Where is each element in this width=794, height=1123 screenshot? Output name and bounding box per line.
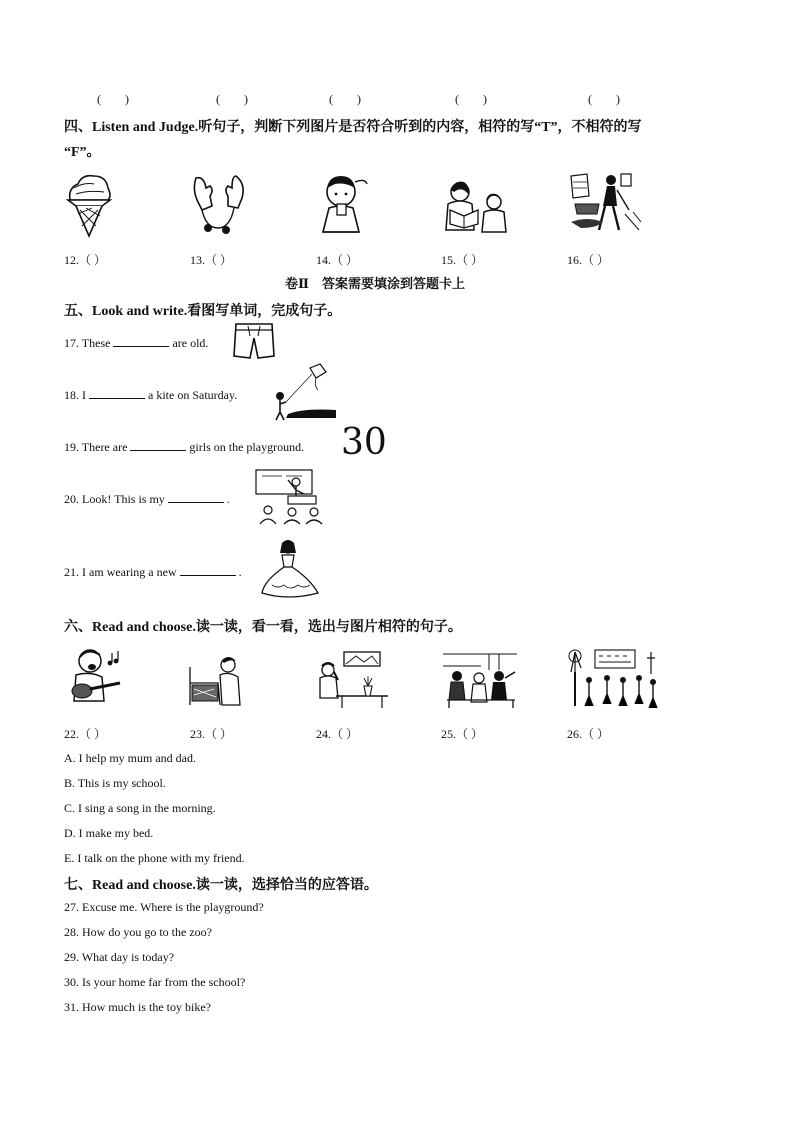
item-16: 16.（ ） [567,253,610,267]
item-23: 23.（ ） [190,727,233,741]
option-a: A. I help my mum and dad. [64,751,196,765]
item-13: 13.（ ） [190,253,233,267]
question-17 [64,335,208,351]
question-31: 31. How much is the toy bike? [64,1000,211,1014]
shorts-picture [232,320,276,362]
answer-paren: ( ) [329,92,361,106]
number-thirty: 30 [341,422,387,463]
dress-picture [258,537,322,601]
section4-heading-line1: 四、Listen and Judge.听句子，判断下列图片是否符合听到的内容，相符的写“T”，不相符的写 [64,120,642,135]
option-b: B. This is my school. [64,776,166,790]
q18-blank[interactable] [89,387,145,399]
item-14: 14.（ ） [316,253,359,267]
answer-paren: ( ) [455,92,487,106]
question-21 [64,564,242,580]
flying-kite-picture [264,362,338,422]
man-singing-guitar-picture [62,645,128,711]
q21-blank[interactable] [180,564,236,576]
question-30: 30. Is your home far from the school? [64,975,246,989]
option-e: E. I talk on the phone with my friend. [64,851,245,865]
item-24: 24.（ ） [316,727,359,741]
girl-drinking-picture [315,170,371,238]
section6-heading: 六、Read and choose.读一读，看一看，选出与图片相符的句子。 [64,620,462,635]
classroom-picture [252,466,328,526]
question-29: 29. What day is today? [64,950,175,964]
q18-after: a kite on Saturday. [148,388,238,402]
question-19 [64,439,304,455]
item-26: 26.（ ） [567,727,610,741]
section5-heading: 五、Look and write.看图写单词，完成句子。 [64,304,342,319]
boy-on-phone-picture [316,650,392,710]
q17-blank[interactable] [113,335,169,347]
answer-paren: ( ) [588,92,620,106]
question-28: 28. How do you go to the zoo? [64,925,212,939]
school-playground-picture [567,648,663,710]
q17-after: are old. [172,336,209,350]
family-kitchen-picture [441,650,519,710]
section4-heading-line2: “F”。 [64,145,101,160]
question-18 [64,387,237,403]
woman-making-bed-picture [188,653,244,711]
item-12: 12.（ ） [64,253,107,267]
option-c: C. I sing a song in the morning. [64,801,216,815]
answer-paren: ( ) [216,92,248,106]
q20-before: 20. Look! This is my [64,492,165,506]
q17-before: 17. These [64,336,111,350]
reading-together-picture [440,178,510,238]
q21-after: . [238,565,242,579]
q18-before: 18. I [64,388,86,402]
q21-before: 21. I am wearing a new [64,565,177,579]
part2-title: 卷Ⅱ 答案需要填涂到答题卡上 [285,276,465,291]
section7-heading: 七、Read and choose.读一读，选择恰当的应答语。 [64,878,378,893]
q19-after: girls on the playground. [189,440,305,454]
q20-after: . [226,492,230,506]
item-22: 22.（ ） [64,727,107,741]
q19-blank[interactable] [130,439,186,451]
mittens-picture [188,170,250,236]
answer-paren: ( ) [97,92,129,106]
ice-cream-picture [64,170,114,238]
question-20 [64,491,230,507]
option-d: D. I make my bed. [64,826,154,840]
q19-before: 19. There are [64,440,128,454]
item-15: 15.（ ） [441,253,484,267]
q20-blank[interactable] [168,491,224,503]
question-27: 27. Excuse me. Where is the playground? [64,900,264,914]
item-25: 25.（ ） [441,727,484,741]
cleaning-up-picture [567,170,643,236]
